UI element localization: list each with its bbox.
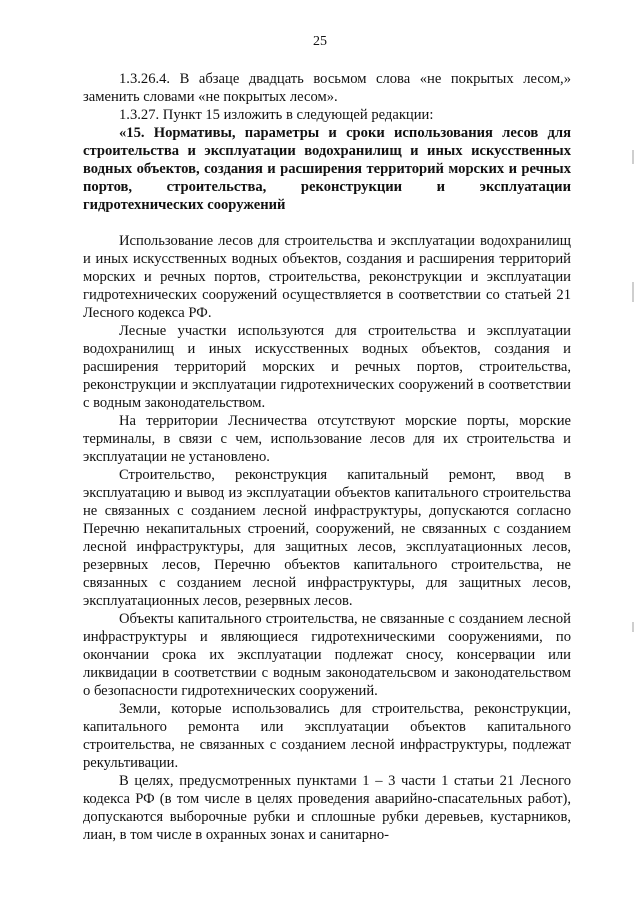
document-body [83, 70, 571, 844]
amendment-paragraph-1-3-27: 1.3.27. Пункт 15 изложить в следующей редакции: [119, 107, 434, 123]
page-number: 25 [313, 34, 327, 49]
body-paragraph: Лесные участки используются для строительства и эксплуатации водохранилищ и иных искусственных водных объектов, создания и расширения территорий морских и речных портов, строительства, реконструкции и эксплуатации гидротехнических сооружений в соответствии с водным законодательством. [83, 323, 571, 411]
section-heading: «15. Нормативы, параметры и сроки использования лесов для строительства и эксплуатации водохранилищ и иных искусственных водных объектов, создания и расширения территорий морских и речных портов, строительства, реконструкции и эксплуатации гидротехнических сооружений [83, 125, 571, 213]
body-paragraph: Объекты капитального строительства, не связанные с созданием лесной инфраструктуры и являющиеся гидротехническими сооружениями, по окончании срока их эксплуатации подлежат сносу, консервации или ликвидации в соответствии с водным законодательсвом и законодательством о безопасности гидротехнических сооружений. [83, 611, 571, 699]
body-paragraph: Земли, которые использовались для строительства, реконструкции, капитального ремонта или эксплуатации объектов капитального строительства, не связанных с созданием лесной инфраструктуры, подлежат рекультивации. [83, 701, 571, 771]
scan-edge-mark [632, 282, 634, 302]
scan-edge-mark [632, 150, 634, 164]
body-paragraph: На территории Лесничества отсутствуют морские порты, морские терминалы, в связи с чем, использование лесов для их строительства и эксплуатации не установлено. [83, 413, 571, 465]
scan-edge-mark [632, 622, 634, 632]
body-paragraph: В целях, предусмотренных пунктами 1 – 3 части 1 статьи 21 Лесного кодекса РФ (в том числе в целях проведения аварийно-спасательных работ), допускаются выборочные рубки и сплошные рубки деревьев, кустарников, лиан, в том числе в охранных зонах и санитарно- [83, 773, 571, 843]
body-paragraph: Использование лесов для строительства и эксплуатации водохранилищ и иных искусственных водных объектов, создания и расширения территорий морских и речных портов, строительства, реконструкции и эксплуатации гидротехнических сооружений осуществляется в соответствии со статьей 21 Лесного кодекса РФ. [83, 233, 571, 321]
amendment-paragraph-1-3-26-4: 1.3.26.4. В абзаце двадцать восьмом слова «не покрытых лесом,» заменить словами «не покрытых лесом». [83, 71, 571, 105]
body-paragraph: Строительство, реконструкция капитальный ремонт, ввод в эксплуатацию и вывод из эксплуатации объектов капитального строительства не связанных с созданием лесной инфраструктуры, допускаются согласно Перечню некапитальных строений, сооружений, не связанных с созданием лесной инфраструктуры, для защитных лесов, эксплуатационных лесов, резервных лесов, Перечню объектов капитального строительства, не связанных с созданием лесной инфраструктуры, для защитных лесов, эксплуатационных лесов, резервных лесов. [83, 467, 571, 609]
